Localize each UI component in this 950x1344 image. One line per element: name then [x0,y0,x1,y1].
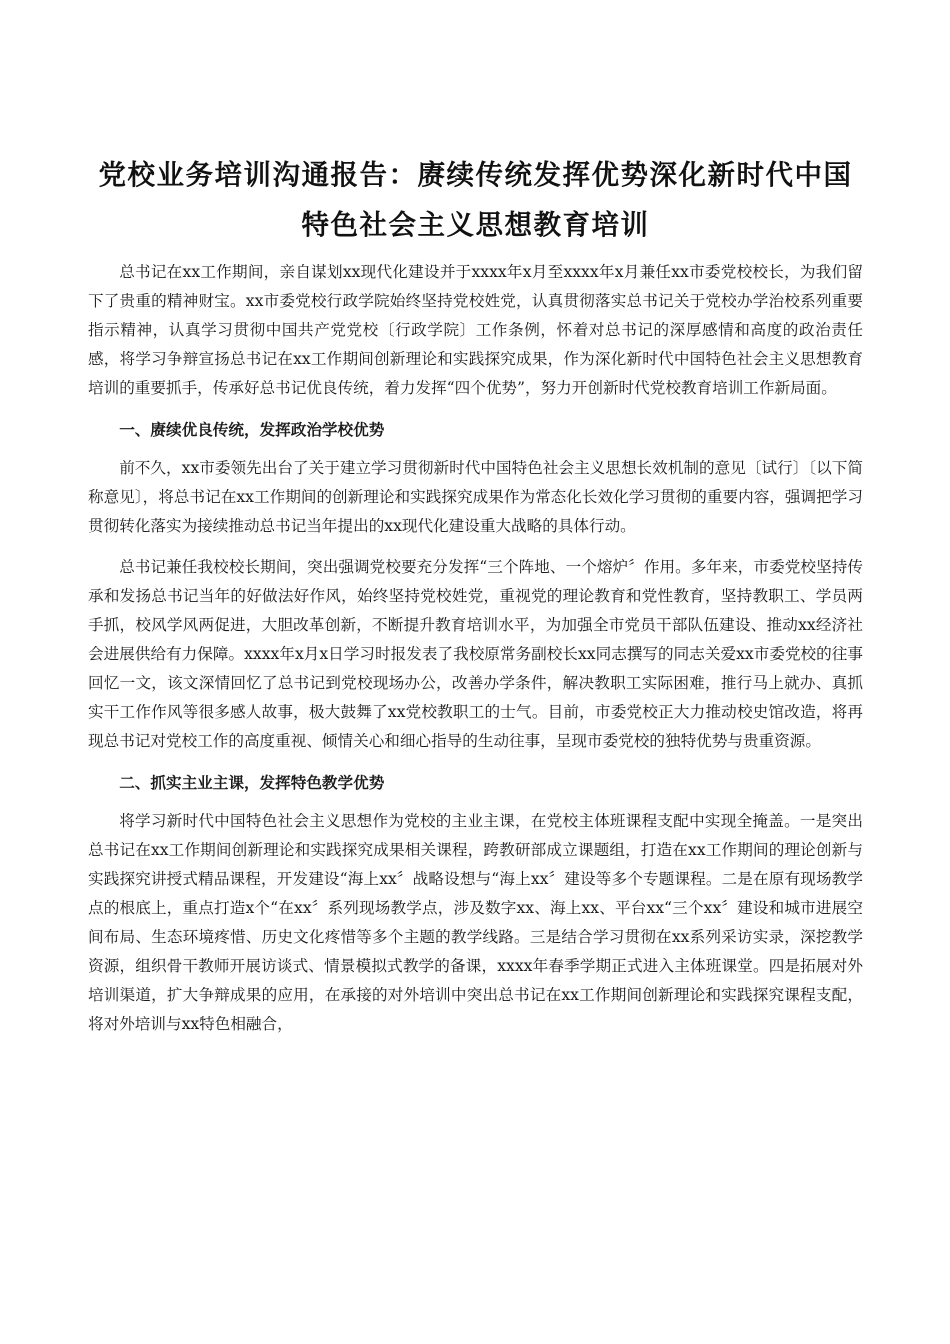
document-page [88,150,863,1039]
intro-paragraph: 总书记在xx工作期间，亲自谋划xx现代化建设并于xxxx年x月至xxxx年x月兼任xx市委党校校长，为我们留下了贵重的精神财宝。xx市委党校行政学院始终坚持党校姓党，认真贯彻落实总书记关于党校办学治校系列重要指示精神，认真学习贯彻中国共产党党校〔行政学院〕工作条例，怀着对总书记的深厚感情和高度的政治责任感，将学习争辩宣扬总书记在xx工作期间创新理论和实践探究成果，作为深化新时代中国特色社会主义思想教育培训的重要抓手，传承好总书记优良传统，着力发挥“四个优势”，努力开创新时代党校教育培训工作新局面。 [88,263,863,397]
document-title: 党校业务培训沟通报告：赓续传统发挥优势深化新时代中国特色社会主义思想教育培训 [98,159,853,241]
section-2-paragraph-1: 将学习新时代中国特色社会主义思想作为党校的主业主课，在党校主体班课程支配中实现全掩盖。一是突出总书记在xx工作期间创新理论和实践探究成果相关课程，跨教研部成立课题组，打造在xx工作期间的理论创新与实践探究讲授式精品课程，开发建设“海上xx〞战略设想与“海上xx〞建设等多个专题课程。二是在原有现场教学点的根底上，重点打造x个“在xx〞系列现场教学点，涉及数字xx、海上xx、平台xx“三个xx〞建设和城市进展空间布局、生态环境疼惜、历史文化疼惜等多个主题的教学线路。三是结合学习贯彻在xx系列采访实录，深挖教学资源，组织骨干教师开展访谈式、情景模拟式教学的备课，xxxx年春季学期正式进入主体班课堂。四是拓展对外培训渠道，扩大争辩成果的应用，在承接的对外培训中突出总书记在xx工作期间创新理论和实践探究课程支配，将对外培训与xx特色相融合， [88,812,863,1033]
section-heading-2: 二、抓实主业主课，发挥特色教学优势 [119,773,385,792]
section-heading-1: 一、赓续优良传统，发挥政治学校优势 [119,420,385,439]
section-1-paragraph-1: 前不久，xx市委领先出台了关于建立学习贯彻新时代中国特色社会主义思想长效机制的意见〔试行〕〔以下简称意见〕，将总书记在xx工作期间的创新理论和实践探究成果作为常态化长效化学习贯彻的重要内容，强调把学习贯彻转化落实为接续推动总书记当年提出的xx现代化建设重大战略的具体行动。 [88,459,863,535]
section-1-paragraph-2: 总书记兼任我校校长期间，突出强调党校要充分发挥“三个阵地、一个熔炉〞作用。多年来，市委党校坚持传承和发扬总书记当年的好做法好作风，始终坚持党校姓党，重视党的理论教育和党性教育，坚持教职工、学员两手抓，校风学风两促进，大胆改革创新，不断提升教育培训水平，为加强全市党员干部队伍建设、推动xx经济社会进展供给有力保障。xxxx年x月x日学习时报发表了我校原常务副校长xx同志撰写的同志关爱xx市委党校的往事回忆一文，该文深情回忆了总书记到党校现场办公，改善办学条件，解决教职工实际困难，推行马上就办、真抓实干工作作风等很多感人故事，极大鼓舞了xx党校教职工的士气。目前，市委党校正大力推动校史馆改造，将再现总书记对党校工作的高度重视、倾情关心和细心指导的生动往事，呈现市委党校的独特优势与贵重资源。 [88,558,863,750]
